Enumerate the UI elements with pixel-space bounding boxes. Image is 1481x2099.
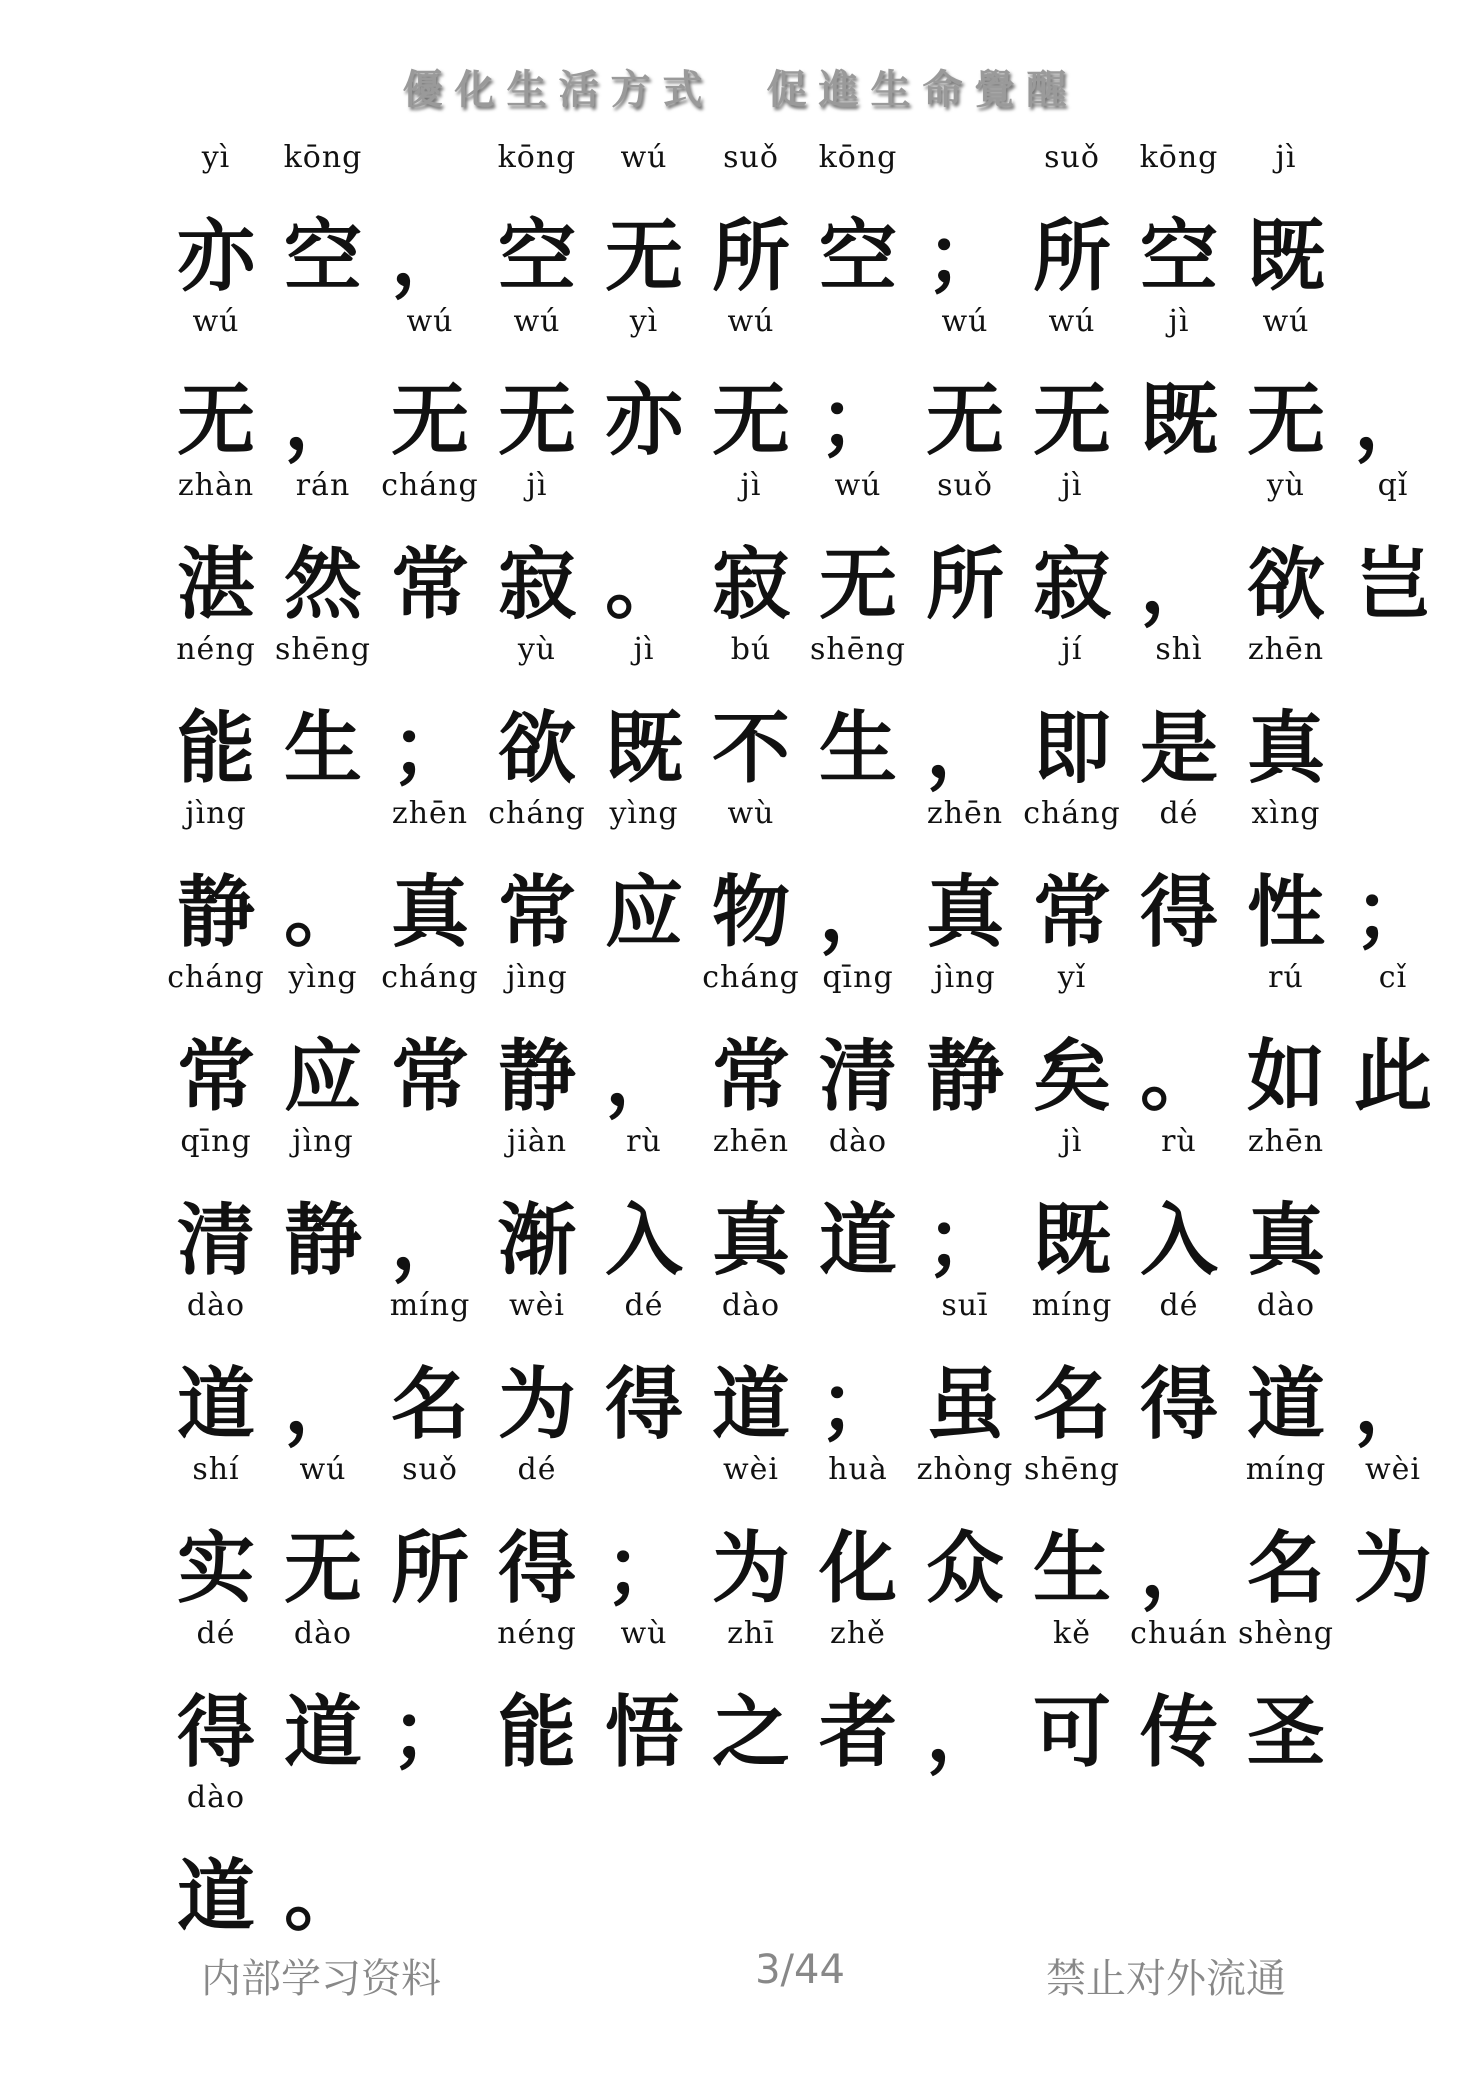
- pinyin-syllable: wù: [727, 796, 775, 831]
- hanzi-char: 生: [1032, 1523, 1111, 1614]
- hanzi-char: 如: [1246, 1031, 1325, 1122]
- pinyin-syllable: zhēn: [926, 796, 1004, 831]
- hanzi-char: 可: [1032, 1687, 1111, 1778]
- hanzi-char: 得: [176, 1687, 255, 1778]
- page-header: 優化生活方式 促進生命覺醒: [402, 67, 1079, 113]
- pinyin-syllable: jì: [1168, 304, 1190, 339]
- pinyin-syllable: wú: [1048, 304, 1096, 339]
- hanzi-char: ，: [390, 1195, 469, 1286]
- hanzi-char: 寂: [1032, 539, 1111, 630]
- hanzi-char: 道: [711, 1359, 790, 1450]
- hanzi-char: 欲: [1246, 539, 1325, 630]
- hanzi-char: 渐: [497, 1195, 576, 1286]
- pinyin-syllable: wú: [192, 304, 240, 339]
- pinyin-row: [176, 632, 1325, 672]
- hanzi-char: 无: [176, 375, 255, 466]
- hanzi-char: 矣: [1032, 1031, 1111, 1122]
- hanzi-char: ，: [390, 211, 469, 302]
- pinyin-syllable: rù: [626, 1124, 662, 1159]
- pinyin-syllable: kōng: [497, 140, 577, 175]
- pinyin-syllable: jìng: [506, 960, 568, 995]
- pinyin-syllable: jì: [526, 468, 548, 503]
- hanzi-char: 不: [711, 703, 790, 794]
- hanzi-char: 名: [390, 1359, 469, 1450]
- pinyin-syllable: wú: [620, 140, 668, 175]
- pinyin-syllable: bú: [730, 632, 772, 667]
- pinyin-syllable: shí: [192, 1452, 240, 1487]
- pinyin-syllable: zhēn: [391, 796, 469, 831]
- hanzi-char: 生: [818, 703, 897, 794]
- hanzi-char: 之: [711, 1687, 790, 1778]
- hanzi-row: [176, 1342, 1432, 1450]
- pinyin-syllable: jì: [740, 468, 762, 503]
- hanzi-char: ；: [925, 1195, 1004, 1286]
- pinyin-syllable: zhēn: [1247, 1124, 1325, 1159]
- hanzi-char: 空: [1139, 211, 1218, 302]
- hanzi-char: 所: [711, 211, 790, 302]
- pinyin-syllable: suǒ: [937, 468, 993, 503]
- hanzi-char: 。: [283, 1851, 362, 1942]
- hanzi-char: 应: [604, 867, 683, 958]
- pinyin-syllable: dé: [517, 1452, 557, 1487]
- hanzi-char: 常: [390, 539, 469, 630]
- hanzi-char: ，: [604, 1031, 683, 1122]
- pinyin-syllable: cháng: [381, 468, 479, 503]
- hanzi-char: ；: [1353, 867, 1432, 958]
- hanzi-char: ，: [925, 703, 1004, 794]
- hanzi-char: 无: [925, 375, 1004, 466]
- pinyin-syllable: zhàn: [177, 468, 255, 503]
- hanzi-char: 得: [497, 1523, 576, 1614]
- pinyin-syllable: wú: [834, 468, 882, 503]
- pinyin-syllable: dé: [1159, 1288, 1199, 1323]
- pinyin-syllable: jì: [1061, 468, 1083, 503]
- hanzi-char: ，: [1139, 1523, 1218, 1614]
- hanzi-char: 无: [818, 539, 897, 630]
- hanzi-row: [176, 1670, 1325, 1778]
- hanzi-char: 常: [1032, 867, 1111, 958]
- hanzi-char: 所: [925, 539, 1004, 630]
- pinyin-syllable: yù: [1266, 468, 1306, 503]
- pinyin-syllable: jí: [1061, 632, 1083, 667]
- hanzi-row: [176, 194, 1325, 302]
- pinyin-syllable: jìng: [934, 960, 996, 995]
- hanzi-char: ；: [818, 1359, 897, 1450]
- pinyin-syllable: dào: [186, 1288, 246, 1323]
- pinyin-syllable: zhēn: [712, 1124, 790, 1159]
- pinyin-row: [167, 960, 1408, 1000]
- pinyin-syllable: jìng: [185, 796, 247, 831]
- hanzi-char: 静: [925, 1031, 1004, 1122]
- hanzi-char: 应: [283, 1031, 362, 1122]
- pinyin-syllable: cháng: [488, 796, 586, 831]
- pinyin-row: [180, 1124, 1325, 1164]
- hanzi-char: 既: [1246, 211, 1325, 302]
- hanzi-char: 寂: [711, 539, 790, 630]
- hanzi-char: ，: [925, 1687, 1004, 1778]
- pinyin-syllable: yǐ: [1057, 960, 1087, 995]
- hanzi-char: ；: [604, 1523, 683, 1614]
- pinyin-syllable: qǐ: [1377, 468, 1409, 503]
- hanzi-char: 常: [711, 1031, 790, 1122]
- pinyin-syllable: kōng: [283, 140, 363, 175]
- hanzi-char: 岂: [1353, 539, 1432, 630]
- pinyin-syllable: jì: [1061, 1124, 1083, 1159]
- hanzi-char: 真: [925, 867, 1004, 958]
- pinyin-row: [186, 1288, 1320, 1328]
- hanzi-char: 得: [604, 1359, 683, 1450]
- pinyin-syllable: kě: [1053, 1616, 1091, 1651]
- pinyin-row: [177, 468, 1409, 508]
- hanzi-char: 真: [711, 1195, 790, 1286]
- hanzi-char: 清: [818, 1031, 897, 1122]
- hanzi-char: ，: [283, 375, 362, 466]
- pinyin-syllable: suǒ: [723, 140, 779, 175]
- hanzi-char: 无: [711, 375, 790, 466]
- hanzi-char: 道: [818, 1195, 897, 1286]
- hanzi-char: 亦: [604, 375, 683, 466]
- pinyin-syllable: zhòng: [916, 1452, 1014, 1487]
- hanzi-row: [176, 1178, 1325, 1286]
- pinyin-syllable: rú: [1268, 960, 1304, 995]
- hanzi-char: 能: [497, 1687, 576, 1778]
- pinyin-syllable: shēng: [1024, 1452, 1120, 1487]
- hanzi-char: 空: [497, 211, 576, 302]
- hanzi-char: 名: [1032, 1359, 1111, 1450]
- hanzi-char: ；: [390, 1687, 469, 1778]
- pinyin-syllable: wèi: [722, 1452, 780, 1487]
- hanzi-char: 无: [1032, 375, 1111, 466]
- hanzi-char: 空: [818, 211, 897, 302]
- footer-right-note: 禁止对外流通: [1046, 1956, 1286, 2002]
- hanzi-char: ，: [818, 867, 897, 958]
- hanzi-char: 圣: [1246, 1687, 1325, 1778]
- pinyin-syllable: wù: [620, 1616, 668, 1651]
- pinyin-syllable: suī: [941, 1288, 989, 1323]
- hanzi-char: 此: [1353, 1031, 1432, 1122]
- hanzi-char: 湛: [176, 539, 255, 630]
- hanzi-row: [176, 358, 1432, 466]
- hanzi-row: [176, 522, 1432, 630]
- hanzi-char: 既: [1139, 375, 1218, 466]
- pinyin-syllable: yìng: [288, 960, 358, 995]
- pinyin-syllable: wú: [406, 304, 454, 339]
- hanzi-char: 道: [1246, 1359, 1325, 1450]
- pinyin-syllable: yìng: [609, 796, 679, 831]
- pinyin-syllable: dé: [196, 1616, 236, 1651]
- pinyin-syllable: wú: [299, 1452, 347, 1487]
- pinyin-syllable: néng: [497, 1616, 577, 1651]
- footer-left-note: 内部学习资料: [201, 1956, 441, 2002]
- pinyin-syllable: wú: [727, 304, 775, 339]
- hanzi-char: 传: [1139, 1687, 1218, 1778]
- hanzi-char: 物: [711, 867, 790, 958]
- hanzi-char: 生: [283, 703, 362, 794]
- hanzi-char: 为: [711, 1523, 790, 1614]
- pinyin-syllable: míng: [1245, 1452, 1327, 1487]
- pinyin-row: [185, 796, 1321, 836]
- pinyin-syllable: míng: [1031, 1288, 1113, 1323]
- pinyin-syllable: míng: [389, 1288, 471, 1323]
- pinyin-row: [190, 304, 1320, 344]
- pinyin-syllable: wèi: [1364, 1452, 1422, 1487]
- pinyin-syllable: wú: [513, 304, 561, 339]
- pinyin-row: [190, 1616, 1334, 1656]
- pinyin-syllable: cǐ: [1378, 960, 1408, 995]
- hanzi-row: [176, 1506, 1432, 1614]
- hanzi-char: 静: [176, 867, 255, 958]
- hanzi-char: 。: [604, 539, 683, 630]
- hanzi-char: 静: [283, 1195, 362, 1286]
- pinyin-syllable: dào: [186, 1780, 246, 1815]
- hanzi-char: 无: [1246, 375, 1325, 466]
- pinyin-syllable: dé: [624, 1288, 664, 1323]
- hanzi-char: 。: [283, 867, 362, 958]
- hanzi-char: 道: [283, 1687, 362, 1778]
- pinyin-syllable: jì: [1275, 140, 1297, 175]
- hanzi-char: 得: [1139, 867, 1218, 958]
- pinyin-syllable: wèi: [508, 1288, 566, 1323]
- pinyin-syllable: dào: [1256, 1288, 1316, 1323]
- pinyin-syllable: suǒ: [402, 1452, 458, 1487]
- hanzi-char: 所: [1032, 211, 1111, 302]
- pinyin-syllable: xìng: [1251, 796, 1321, 831]
- hanzi-char: 无: [604, 211, 683, 302]
- pinyin-syllable: cháng: [1023, 796, 1121, 831]
- pinyin-syllable: rù: [1161, 1124, 1197, 1159]
- pinyin-syllable: zhēn: [1247, 632, 1325, 667]
- hanzi-char: 虽: [925, 1359, 1004, 1450]
- hanzi-char: 为: [1353, 1523, 1432, 1614]
- hanzi-char: 真: [1246, 703, 1325, 794]
- hanzi-char: 众: [925, 1523, 1004, 1614]
- hanzi-char: 静: [497, 1031, 576, 1122]
- hanzi-char: 寂: [497, 539, 576, 630]
- hanzi-char: 者: [818, 1687, 897, 1778]
- pinyin-syllable: suǒ: [1044, 140, 1100, 175]
- hanzi-char: 入: [604, 1195, 683, 1286]
- pinyin-syllable: dé: [1159, 796, 1199, 831]
- pinyin-syllable: yì: [201, 140, 231, 175]
- pinyin-syllable: yì: [629, 304, 659, 339]
- pinyin-row: [186, 1780, 1320, 1820]
- pinyin-syllable: shēng: [275, 632, 371, 667]
- pinyin-syllable: jìng: [292, 1124, 354, 1159]
- hanzi-char: 名: [1246, 1523, 1325, 1614]
- pinyin-syllable: zhī: [727, 1616, 775, 1651]
- hanzi-char: ；: [390, 703, 469, 794]
- hanzi-char: 实: [176, 1523, 255, 1614]
- hanzi-row: [176, 1014, 1432, 1122]
- hanzi-char: 欲: [497, 703, 576, 794]
- hanzi-char: ，: [1353, 375, 1432, 466]
- hanzi-char: 。: [1139, 1031, 1218, 1122]
- hanzi-char: 既: [604, 703, 683, 794]
- hanzi-char: 能: [176, 703, 255, 794]
- hanzi-char: 是: [1139, 703, 1218, 794]
- hanzi-char: ，: [1353, 1359, 1432, 1450]
- pinyin-syllable: wú: [1262, 304, 1310, 339]
- hanzi-char: 无: [390, 375, 469, 466]
- pinyin-syllable: chuán: [1130, 1616, 1228, 1651]
- hanzi-char: 无: [283, 1523, 362, 1614]
- pinyin-syllable: cháng: [167, 960, 265, 995]
- hanzi-char: 道: [176, 1359, 255, 1450]
- hanzi-char: 常: [176, 1031, 255, 1122]
- hanzi-char: 空: [283, 211, 362, 302]
- pinyin-syllable: huà: [828, 1452, 888, 1487]
- hanzi-char: 得: [1139, 1359, 1218, 1450]
- hanzi-char: 既: [1032, 1195, 1111, 1286]
- hanzi-row: [176, 1834, 1320, 1942]
- hanzi-char: 道: [176, 1851, 255, 1942]
- hanzi-char: 真: [390, 867, 469, 958]
- pinyin-syllable: kōng: [818, 140, 898, 175]
- hanzi-char: 清: [176, 1195, 255, 1286]
- hanzi-char: ；: [818, 375, 897, 466]
- pinyin-syllable: shì: [1155, 632, 1203, 667]
- hanzi-char: 悟: [604, 1687, 683, 1778]
- hanzi-char: 所: [390, 1523, 469, 1614]
- pinyin-syllable: shēng: [810, 632, 906, 667]
- hanzi-row: [176, 850, 1432, 958]
- pinyin-syllable: qīng: [822, 960, 894, 995]
- hanzi-char: 即: [1032, 703, 1111, 794]
- pinyin-syllable: cháng: [702, 960, 800, 995]
- pinyin-syllable: dào: [828, 1124, 888, 1159]
- pinyin-syllable: cháng: [381, 960, 479, 995]
- hanzi-char: ，: [1139, 539, 1218, 630]
- hanzi-char: ；: [925, 211, 1004, 302]
- pinyin-syllable: yù: [517, 632, 557, 667]
- hanzi-char: 然: [283, 539, 362, 630]
- pinyin-row: [190, 1452, 1422, 1492]
- hanzi-char: 常: [390, 1031, 469, 1122]
- page-number: 3/44: [755, 1947, 845, 1993]
- pinyin-syllable: kōng: [1139, 140, 1219, 175]
- pinyin-syllable: rán: [295, 468, 351, 503]
- hanzi-char: 入: [1139, 1195, 1218, 1286]
- pinyin-syllable: jiàn: [506, 1124, 568, 1159]
- hanzi-row: [176, 686, 1325, 794]
- hanzi-char: 常: [497, 867, 576, 958]
- pinyin-syllable: dào: [293, 1616, 353, 1651]
- hanzi-char: 亦: [176, 211, 255, 302]
- pinyin-syllable: néng: [176, 632, 256, 667]
- hanzi-char: ，: [283, 1359, 362, 1450]
- pinyin-row: [190, 140, 1320, 180]
- pinyin-syllable: qīng: [180, 1124, 252, 1159]
- hanzi-char: 为: [497, 1359, 576, 1450]
- pinyin-syllable: shèng: [1238, 1616, 1334, 1651]
- pinyin-syllable: wú: [941, 304, 989, 339]
- pinyin-syllable: dào: [721, 1288, 781, 1323]
- pinyin-syllable: jì: [633, 632, 655, 667]
- hanzi-char: 性: [1246, 867, 1325, 958]
- pinyin-syllable: zhě: [830, 1616, 886, 1651]
- hanzi-char: 化: [818, 1523, 897, 1614]
- hanzi-char: 无: [497, 375, 576, 466]
- hanzi-char: 真: [1246, 1195, 1325, 1286]
